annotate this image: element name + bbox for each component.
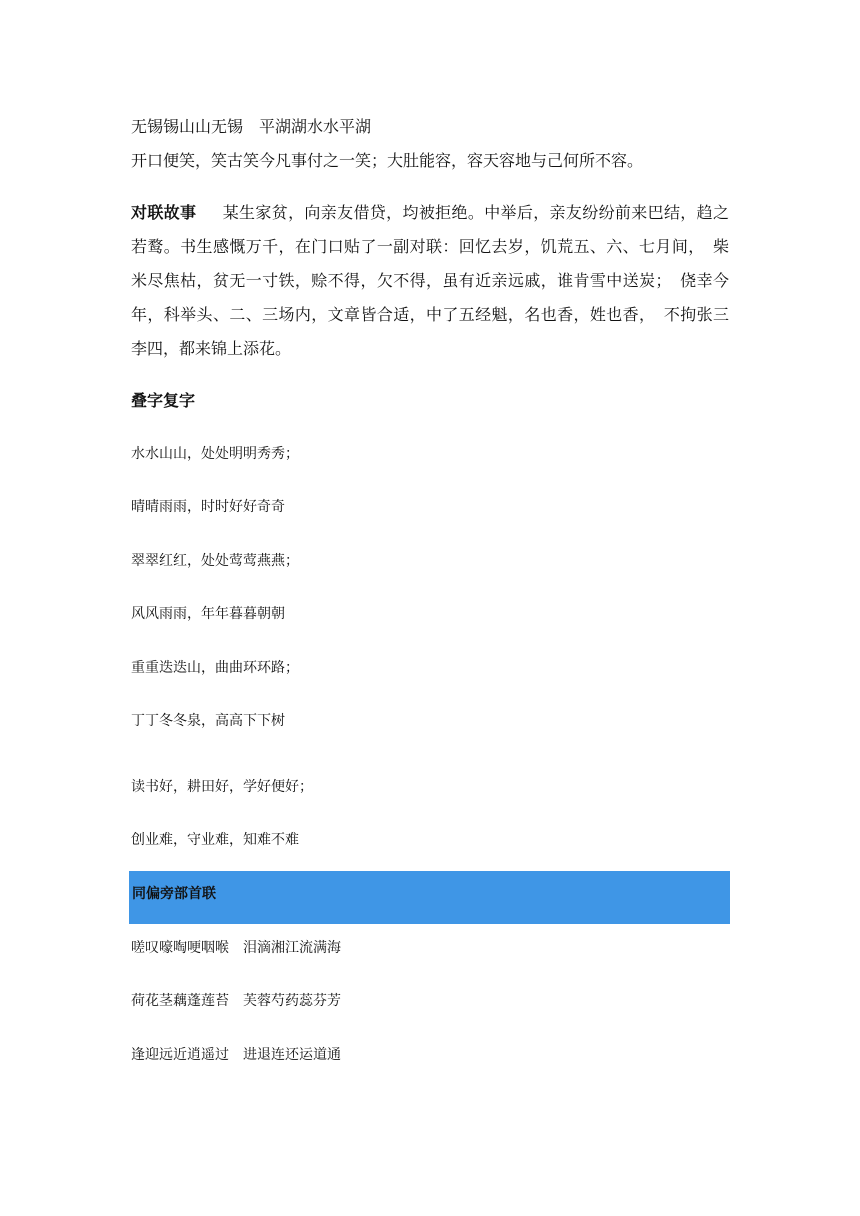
reduplication-line: 翠翠红红，处处莺莺燕燕； xyxy=(131,553,299,569)
reduplication-line: 读书好，耕田好，学好便好； xyxy=(131,779,313,795)
radical-line: 嗟叹嚎啕哽咽喉 泪滴湘江流满海 xyxy=(131,940,341,956)
couplet-wuxi-pinghu: 无锡锡山山无锡 平湖湖水水平湖 xyxy=(131,117,372,136)
reduplication-line: 创业难，守业难，知难不难 xyxy=(131,832,299,848)
story-text: 某生家贫，向亲友借贷，均被拒绝。中举后，亲友纷纷前来巴结，趋之若鹜。书生感慨万千，在门口贴了一副对联：回忆去岁，饥荒五、六、七月间， 柴米尽焦枯，贫无一寸铁，赊不得，欠不得，虽有近亲远戚，谁肯雪中送炭； 侥幸今年，科举头、二、三场内，文章皆合适，中了五经魁，名也香，姓也香， 不拘张三李四，都来锦上添花。 xyxy=(131,203,729,358)
radical-line: 逢迎远近逍遥过 进退连还运道通 xyxy=(131,1047,341,1063)
reduplication-line: 风风雨雨，年年暮暮朝朝 xyxy=(131,606,285,622)
reduplication-line: 重重迭迭山，曲曲环环路； xyxy=(131,660,299,676)
reduplication-line: 水水山山，处处明明秀秀； xyxy=(131,446,299,462)
reduplication-heading: 叠字复字 xyxy=(131,391,196,410)
radical-heading: 同偏旁部首联 xyxy=(132,886,216,902)
couplet-laughing-buddha: 开口便笑，笑古笑今凡事付之一笑；大肚能容，容天容地与己何所不容。 xyxy=(131,151,644,170)
story-paragraph xyxy=(131,196,729,366)
reduplication-line: 晴晴雨雨，时时好好奇奇 xyxy=(131,499,285,515)
radical-section-header xyxy=(129,871,730,924)
story-heading: 对联故事 xyxy=(131,203,197,222)
reduplication-line: 丁丁冬冬泉，高高下下树 xyxy=(131,713,285,729)
radical-line: 荷花茎藕蓬莲苔 芙蓉芍药蕊芬芳 xyxy=(131,993,341,1009)
